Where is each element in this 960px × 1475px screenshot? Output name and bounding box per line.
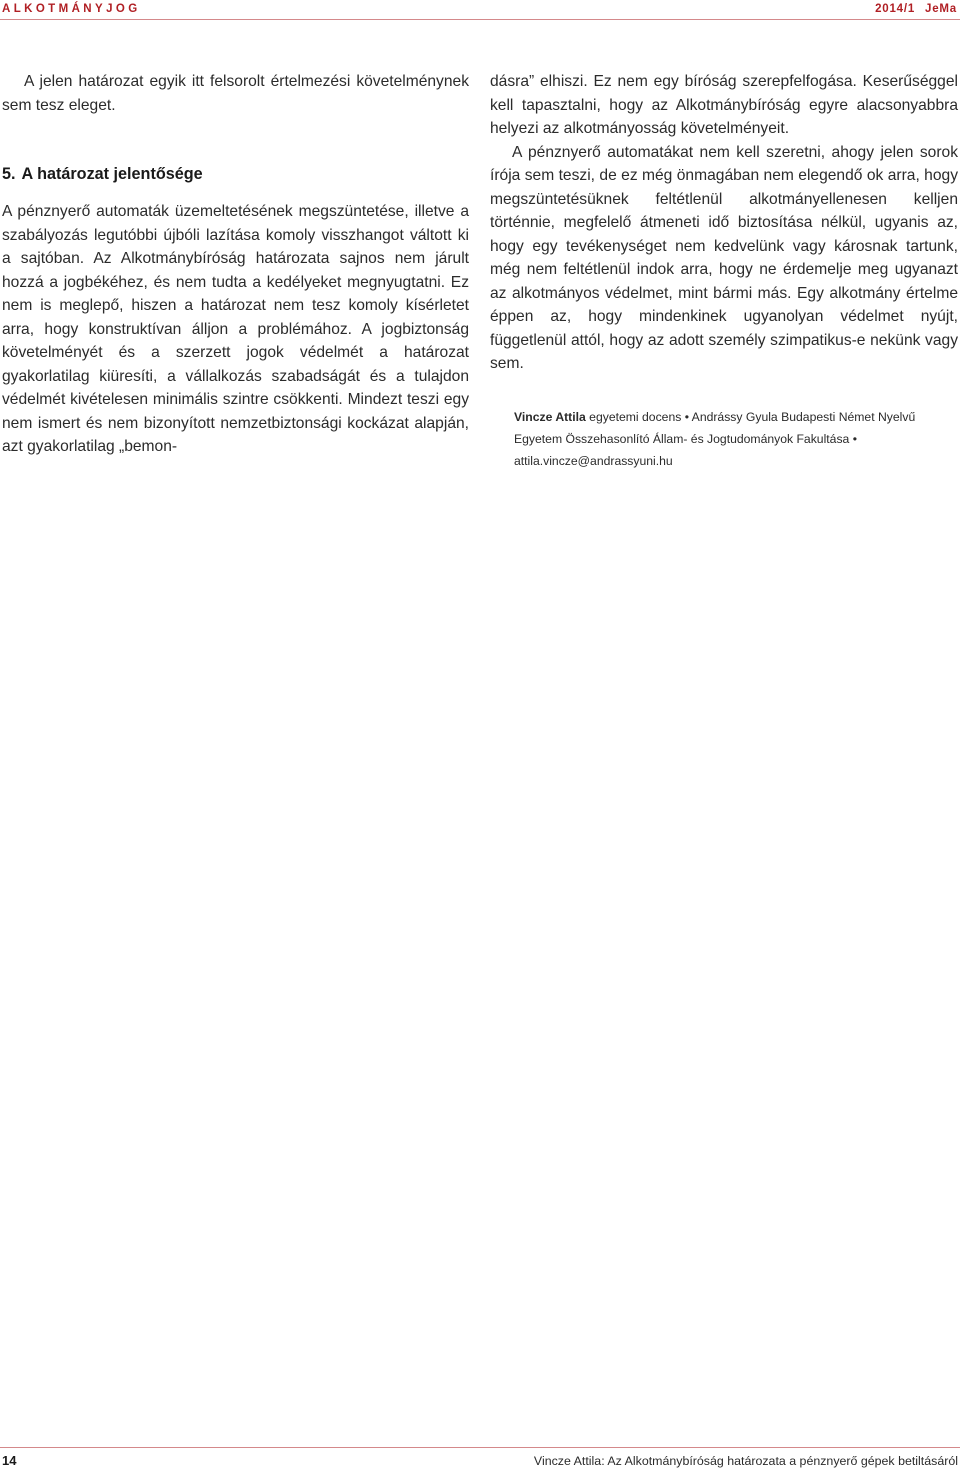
left-column bbox=[2, 70, 469, 459]
body-paragraph: A pénznyerő automaták üzemeltetésének megszüntetése, illetve a szabályozás legutóbbi újbóli lazítása komoly visszhangot váltott ki a sajtóban. Az Alkotmánybíróság határozata sajnos nem járult hozzá a jogbékéhez, és nem tudta a kedélyeket megnyugtatni. Ez nem is meglepő, hiszen a határozat nem tesz komoly kísérletet arra, hogy konstruktívan álljon a problémához. A jogbiztonság követelményét és a szerzett jogok védelmét a határozat gyakorlatilag kiüresíti, a vállalkozás szabadságát és a tulajdon védelmét kivételesen minimális szintre csökkenti. Mindezt teszi egy nem ismert és nem bizonyított nemzetbiztonsági kockázat alapján, azt gyakorlatilag „bemon- bbox=[2, 203, 469, 455]
author-name: Vincze Attila bbox=[514, 409, 586, 424]
right-column bbox=[490, 70, 958, 472]
section-heading bbox=[2, 164, 469, 184]
issue-label: 2014/1 JeMa bbox=[875, 3, 957, 15]
journal-section-label: ALKOTMÁNYJOG bbox=[2, 3, 141, 15]
continuation-paragraph: dásra” elhiszi. Ez nem egy bíróság szerepfelfogása. Keserűséggel kell tapasztalni, hogy az Alkotmánybíróság egyre alacsonyabbra helyezi az alkotmányosság követelményeit. bbox=[490, 73, 958, 137]
header-divider bbox=[0, 19, 960, 20]
section-title: A határozat jelentősége bbox=[21, 165, 203, 183]
author-note bbox=[490, 406, 958, 472]
intro-paragraph: A jelen határozat egyik itt felsorolt értelmezési követelménynek sem tesz eleget. bbox=[2, 73, 469, 114]
page-number: 14 bbox=[2, 1453, 17, 1468]
section-number: 5. bbox=[2, 165, 16, 183]
closing-paragraph: A pénznyerő automatákat nem kell szeretni, ahogy jelen sorok írója sem teszi, de ez még önmagában nem elegendő ok arra, hogy megszüntetésüknek feltétlenül alkotmányellenesen kelljen történnie, megfelelő átmeneti idő biztosítása nélkül, ugyanis az, hogy egy tevékenységet nem kedvelünk vagy károsnak tartunk, még nem feltétlenül indok arra, hogy ne érdemelje meg ugyanazt az alkotmányos védelmet, mint bármi más. Egy alkotmány értelme éppen az, hogy mindenkinek ugyanolyan védelmet nyújt, függetlenül attól, hogy az adott személy szimpatikus-e nekünk vagy sem. bbox=[490, 143, 958, 372]
author-details: egyetemi docens • Andrássy Gyula Budapesti Német Nyelvű Egyetem Összehasonlító Állam- és Jogtudományok Fakultása • attila.vincze@andrassyuni.hu bbox=[514, 409, 916, 468]
footer-divider bbox=[0, 1447, 960, 1448]
page-header bbox=[0, 0, 960, 20]
running-title: Vincze Attila: Az Alkotmánybíróság határozata a pénznyerő gépek betiltásáról bbox=[533, 1454, 958, 1468]
